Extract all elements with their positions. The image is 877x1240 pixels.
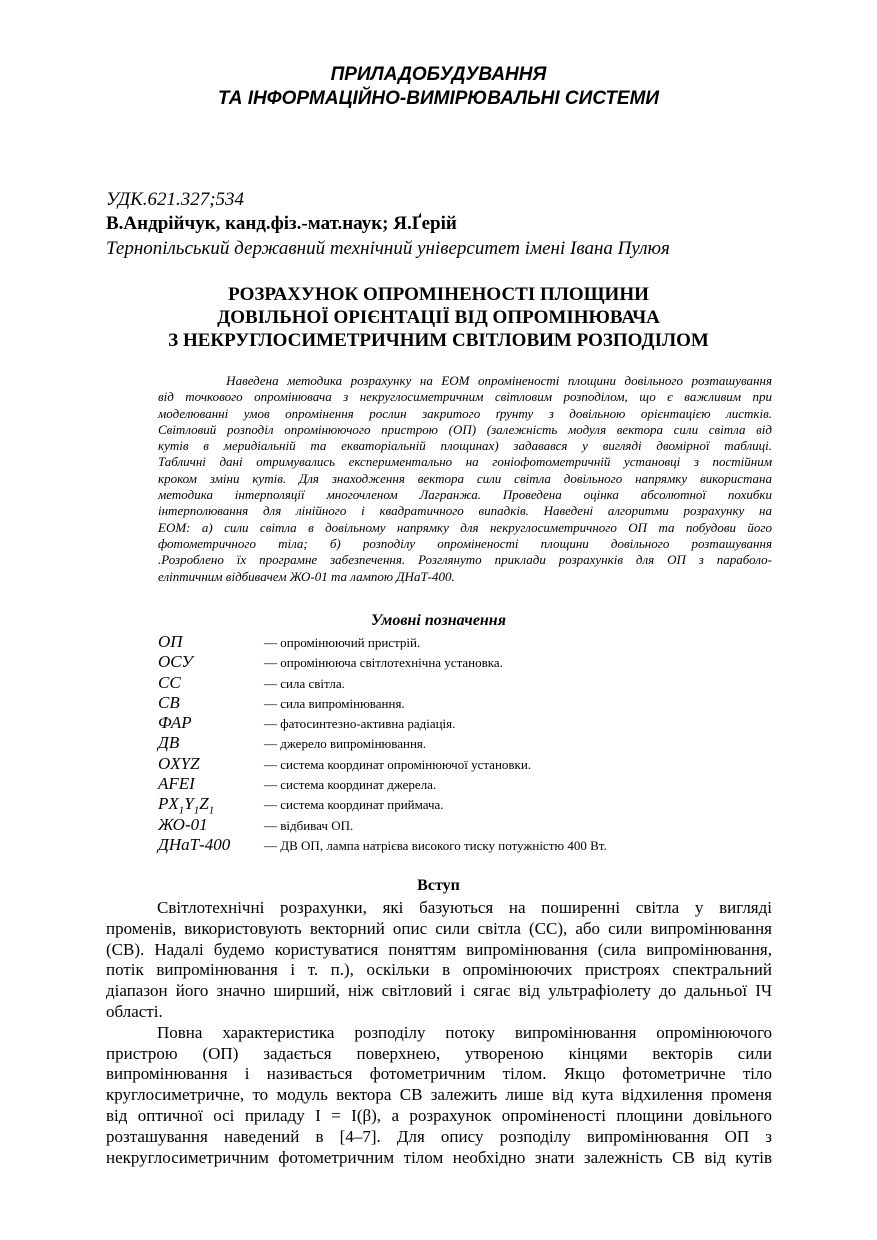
body-line: від оптичної осі приладу I = I(β), а розрахунок опроміненості площини довільного xyxy=(106,1105,772,1125)
notation-item xyxy=(158,733,778,753)
abstract xyxy=(158,373,772,585)
body-line: пристрою (ОП) задається поверхнею, утвореною кінцями векторів сили xyxy=(106,1043,772,1063)
notation-item xyxy=(158,794,778,817)
body-line: некруглосиметричним фотометричним тілом необхідно знати залежність СВ від кутів xyxy=(106,1147,772,1167)
notation-abbr: ДНаТ-400 xyxy=(158,834,231,854)
abstract-line: кроком зміни кутів. Для знаходження вектора сили світла довільного напрямку використана xyxy=(158,470,772,486)
notation-item xyxy=(158,815,778,835)
body-line: круглосиметричне, то модуль вектора СВ залежить лише від кута відхилення променя xyxy=(106,1085,772,1105)
paper-title-line-1: РОЗРАХУНОК ОПРОМІНЕНОСТІ ПЛОЩИНИ xyxy=(228,284,649,305)
notation-item xyxy=(158,835,778,855)
authors: В.Андрійчук, канд.фіз.-мат.наук; Я.Ґерій xyxy=(106,213,457,234)
notation-abbr: СВ xyxy=(158,692,180,712)
notation-desc: — опромінююча світлотехнічна установка. xyxy=(264,655,503,671)
notation-item xyxy=(158,632,778,652)
body-line: випромінювання і називається фотометричним тілом. Якщо фотометричне тіло xyxy=(106,1064,772,1084)
notation-desc: — джерело випромінювання. xyxy=(264,736,427,752)
abstract-line: інтерполювання для лінійного і квадратичного випадків. Наведені алгоритми розрахунку на xyxy=(158,503,772,519)
notation-list xyxy=(158,632,778,855)
intro-heading: Вступ xyxy=(417,877,460,894)
notation-desc: — сила випромінювання. xyxy=(264,695,405,711)
notation-desc: — опромінюючий пристрій. xyxy=(264,635,421,650)
body-line: діапазон його значно ширший, ніж світловий і сягає від ультрафіолету до дальньої ІЧ xyxy=(106,981,772,1001)
notation-item xyxy=(158,673,778,693)
notation-desc: — система координат приймача. xyxy=(264,797,444,813)
body-line: променів, використовують векторний опис сили світла (СС), або сили випромінювання xyxy=(106,918,772,938)
notation-item xyxy=(158,774,778,794)
abstract-line: ЕОМ: а) сили світла в довільному напрямку для некруглосиметричного ОП та побудови його xyxy=(158,519,772,535)
notation-abbr: ОСУ xyxy=(158,652,193,672)
notation-heading: Умовні позначення xyxy=(371,612,506,629)
abstract-line: Табличні дані отримувались експериментально на гоніофотометричній установці з постійним xyxy=(158,454,772,470)
notation-desc: — система координат опромінюючої установки. xyxy=(264,756,532,772)
notation-abbr: OXYZ xyxy=(158,753,200,773)
abstract-line: фотометричного тіла; б) розподілу опроміненості площини довільного розташування xyxy=(158,535,772,551)
notation-desc: — ДВ ОП, лампа натрієва високого тиску потужністю 400 Вт. xyxy=(264,837,607,853)
notation-abbr-subscript: $PX_1Y_1Z_1$ xyxy=(158,794,215,817)
notation-abbr: ФАР xyxy=(158,713,192,733)
notation-item xyxy=(158,754,778,774)
section-heading xyxy=(0,63,877,111)
notation-item xyxy=(158,713,778,733)
paper-title xyxy=(0,283,877,352)
abstract-line: .Розроблено їх програмне забезпечення. Розглянуто приклади розрахунків для ОП з параболо- xyxy=(158,552,772,568)
section-heading-line-1: ПРИЛАДОБУДУВАННЯ xyxy=(330,64,547,85)
affiliation: Тернопільський державний технічний університет імені Івана Пулюя xyxy=(106,238,670,259)
notation-abbr: ДВ xyxy=(158,733,180,753)
notation-item xyxy=(158,652,778,672)
notation-abbr: СС xyxy=(158,672,181,692)
notation-desc: — система координат джерела. xyxy=(264,777,437,793)
body-line: області. xyxy=(106,1001,163,1021)
notation-desc: — фатосинтезно-активна радіація. xyxy=(264,716,456,732)
abstract-line: методика інтерполяції многочленом Лагранжа. Проведена оцінка абсолютної похибки xyxy=(158,487,772,503)
notation-desc: — відбивач ОП. xyxy=(264,817,354,833)
udk-code: УДК.621.327;534 xyxy=(106,189,245,210)
abstract-line: Наведена методика розрахунку на ЕОМ опроміненості площини довільного розташування xyxy=(158,373,772,388)
section-heading-line-2: ТА ІНФОРМАЦІЙНО-ВИМІРЮВАЛЬНІ СИСТЕМИ xyxy=(217,88,660,109)
abstract-line: еліптичним відбивачем ЖО-01 та лампою ДНаТ-400. xyxy=(158,568,455,584)
body-line: Світлотехнічні розрахунки, які базуються на поширенні світла у вигляді xyxy=(157,898,772,917)
intro-body xyxy=(106,898,772,1168)
abstract-line: Світловий розподіл опромінюючого пристрою (ОП) (залежність модуля вектора сили світла від xyxy=(158,421,772,437)
body-line: розташування наведений в [4–7]. Для опису розподілу випромінювання ОП з xyxy=(106,1126,772,1146)
notation-abbr: AFEI xyxy=(158,774,195,794)
body-line: (СВ). Надалі будемо користуватися поняттям випромінювання (сила випромінювання, xyxy=(106,939,772,959)
body-line: потік випромінювання і т. п.), оскільки в опромінюючих пристроях спектральний xyxy=(106,960,772,980)
abstract-line: від точкового опромінювача з некруглосиметричним світловим розподілом, що є важливим при xyxy=(158,389,772,405)
body-line: Повна характеристика розподілу потоку випромінювання опромінюючого xyxy=(157,1022,772,1042)
notation-abbr: ОП xyxy=(158,632,183,651)
notation-item xyxy=(158,693,778,713)
notation-desc: — сила світла. xyxy=(264,675,345,691)
abstract-line: кутів в меридіальній та екваторіальній площинах) задавався у вигляді двомірної таблиці. xyxy=(158,438,772,454)
paper-title-line-3: З НЕКРУГЛОСИМЕТРИЧНИМ СВІТЛОВИМ РОЗПОДІЛОМ xyxy=(168,330,709,351)
abstract-line: моделюванні умов опромінення рослин закритого ґрунту з довільною орієнтацією листків. xyxy=(158,405,772,421)
paper-title-line-2: ДОВІЛЬНОЇ ОРІЄНТАЦІЇ ВІД ОПРОМІНЮВАЧА xyxy=(217,307,660,328)
notation-abbr: ЖО-01 xyxy=(158,814,208,834)
